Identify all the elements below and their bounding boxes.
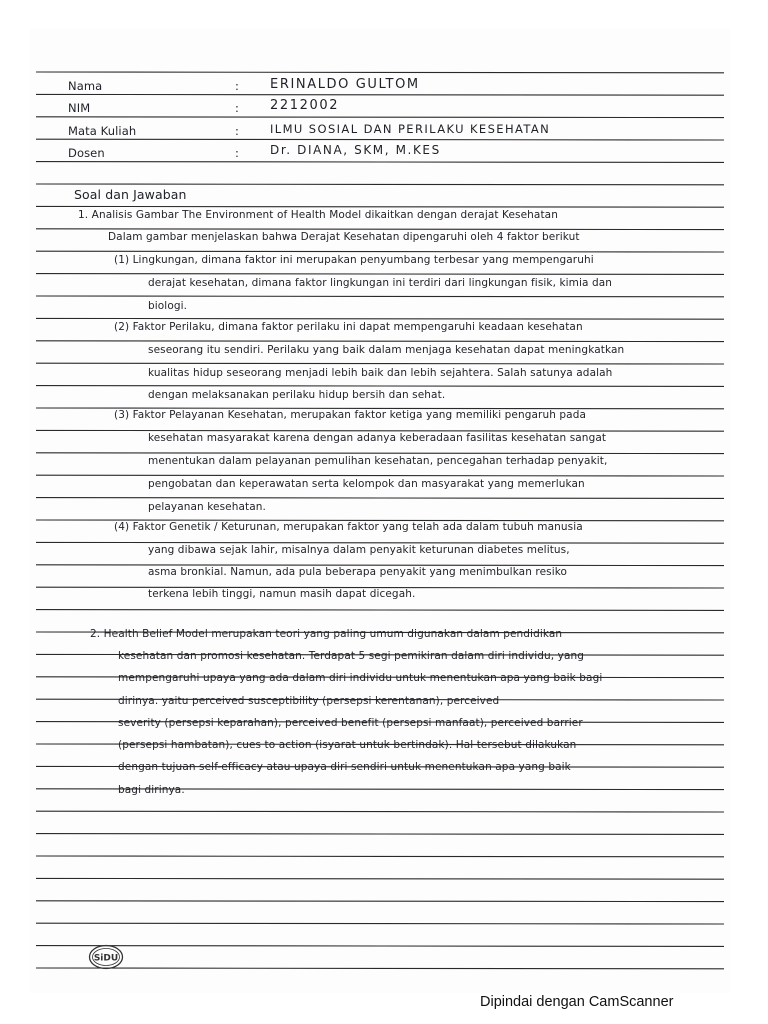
sidu-logo-icon: [88, 944, 124, 970]
rule-line: [36, 498, 724, 499]
rule-line: [36, 206, 724, 207]
rule-line: [36, 811, 724, 812]
rule-line: [36, 184, 724, 185]
rule-line: [36, 856, 724, 857]
text-line: dirinya. yaitu perceived susceptibility (persepsi kerentanan), perceived: [118, 695, 500, 707]
colon-nim: :: [235, 101, 239, 115]
rule-line: [36, 94, 724, 95]
text-line: menentukan dalam pelayanan pemulihan kesehatan, pencegahan terhadap penyakit,: [148, 455, 608, 467]
value-dosen: Dr. DIANA, SKM, M.KES: [270, 143, 441, 157]
label-dosen: Dosen: [68, 146, 105, 160]
text-line: kesehatan dan promosi kesehatan. Terdapat 5 segi pemikiran dalam diri individu, yang: [118, 650, 585, 662]
colon-dosen: :: [235, 146, 239, 160]
text-line: biologi.: [148, 300, 188, 312]
text-line: dengan melaksanakan perilaku hidup bersih dan sehat.: [148, 389, 446, 401]
rule-line: [36, 475, 724, 476]
text-line: Dalam gambar menjelaskan bahwa Derajat Kesehatan dipengaruhi oleh 4 faktor berikut: [108, 231, 580, 243]
rule-line: [36, 341, 724, 342]
camscanner-footer: Dipindai dengan CamScanner: [480, 994, 674, 1010]
text-line: (2) Faktor Perilaku, dimana faktor perilaku ini dapat mempengaruhi keadaan kesehatan: [114, 321, 583, 333]
rule-line: [36, 946, 724, 947]
colon-nama: :: [235, 79, 239, 93]
rule-line: [36, 363, 724, 364]
text-line: dengan tujuan self-efficacy atau upaya diri sendiri untuk menentukan apa yang baik: [118, 761, 571, 773]
rule-line: [36, 386, 724, 387]
value-nim: 2212002: [270, 98, 340, 113]
text-line: (persepsi hambatan), cues to action (isyarat untuk bertindak). Hal tersebut dilakukan: [118, 739, 577, 751]
rule-line: [36, 162, 724, 163]
rule-line: [36, 878, 724, 879]
text-line: (4) Faktor Genetik / Keturunan, merupakan faktor yang telah ada dalam tubuh manusia: [114, 521, 583, 533]
rule-line: [36, 72, 724, 73]
rule-line: [36, 901, 724, 902]
rule-line: [36, 453, 724, 454]
text-line: (1) Lingkungan, dimana faktor ini merupakan penyumbang terbesar yang mempengaruhi: [114, 254, 594, 266]
label-mata-kuliah: Mata Kuliah: [68, 124, 137, 138]
rule-line: [36, 274, 724, 275]
text-line: asma bronkial. Namun, ada pula beberapa penyakit yang menimbulkan resiko: [148, 566, 568, 578]
text-line: mempengaruhi upaya yang ada dalam diri individu untuk menentukan apa yang baik bagi: [118, 672, 603, 684]
value-nama: ERINALDO GULTOM: [270, 77, 420, 92]
rule-line: [36, 318, 724, 319]
value-mata-kuliah: ILMU SOSIAL DAN PERILAKU KESEHATAN: [270, 122, 551, 136]
text-line: kualitas hidup seseorang menjadi lebih baik dan lebih sejahtera. Salah satunya adalah: [148, 367, 613, 379]
notebook-page: [30, 28, 730, 993]
rule-line: [36, 117, 724, 118]
text-line: 1. Analisis Gambar The Environment of Health Model dikaitkan dengan derajat Kesehatan: [78, 209, 558, 221]
text-line: derajat kesehatan, dimana faktor lingkungan ini terdiri dari lingkungan fisik, kimia dan: [148, 277, 613, 289]
text-line: seseorang itu sendiri. Perilaku yang baik dalam menjaga kesehatan dapat meningkatkan: [148, 344, 625, 356]
rule-line: [36, 923, 724, 924]
text-line: severity (persepsi keparahan), perceived benefit (persepsi manfaat), perceived barrier: [118, 717, 583, 729]
rule-line: [36, 139, 724, 140]
rule-line: [36, 610, 724, 611]
rule-line: [36, 834, 724, 835]
text-line: pengobatan dan keperawatan serta kelompok dan masyarakat yang memerlukan: [148, 478, 585, 490]
sidu-logo-text: SiDU: [93, 953, 119, 964]
text-line: 2. Health Belief Model merupakan teori yang paling umum digunakan dalam pendidikan: [90, 628, 563, 640]
label-nim: NIM: [68, 101, 91, 115]
rule-line: [36, 968, 724, 969]
rule-line: [36, 251, 724, 252]
ruled-lines: [30, 28, 730, 993]
label-nama: Nama: [68, 79, 103, 93]
text-line: terkena lebih tinggi, namun masih dapat dicegah.: [148, 588, 416, 600]
section-title: Soal dan Jawaban: [74, 187, 187, 202]
colon-mata-kuliah: :: [235, 124, 239, 138]
text-line: pelayanan kesehatan.: [148, 501, 266, 513]
text-line: bagi dirinya.: [118, 784, 185, 796]
text-line: (3) Faktor Pelayanan Kesehatan, merupakan faktor ketiga yang memiliki pengaruh pada: [114, 409, 586, 421]
rule-line: [36, 296, 724, 297]
text-line: kesehatan masyarakat karena dengan adanya keberadaan fasilitas kesehatan sangat: [148, 432, 607, 444]
rule-line: [36, 229, 724, 230]
text-line: yang dibawa sejak lahir, misalnya dalam penyakit keturunan diabetes melitus,: [148, 544, 570, 556]
